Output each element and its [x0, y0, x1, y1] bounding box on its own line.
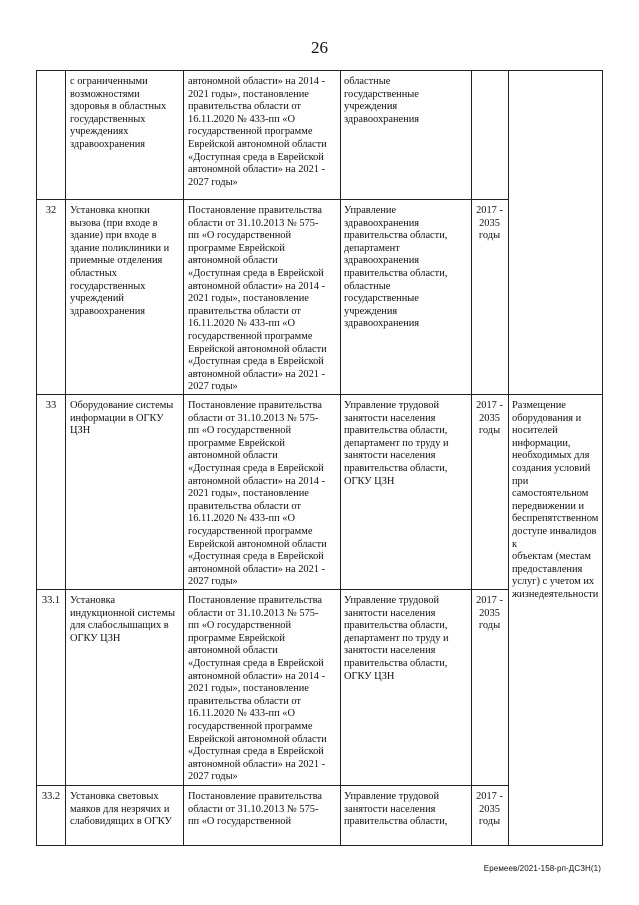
executor-cell: Управление здравоохранения правительства области, департамент здравоохранения правительства области, областные государственные учреждения здравоохранения: [344, 205, 448, 330]
document-cell: Постановление правительства области от 31.10.2013 № 575- пп «О государственной программе Еврейской автономной области «Доступная среда в Еврейской автономной области» на 2014 - 2021 годы», постановление правительства области от 16.11.2020 № 433-пп «О государственной программе Еврейской автономной области «Доступная среда в Еврейской автономной области» на 2021 - 2027 годы»: [188, 205, 327, 393]
row-number: 32: [45, 205, 57, 216]
executor-cell: Управление трудовой занятости населения правительства области,: [344, 791, 448, 828]
column-divider: [183, 71, 184, 845]
row-divider: [37, 785, 508, 786]
row-divider: [37, 199, 508, 200]
measures-table: [36, 70, 603, 846]
row-number: 33.2: [41, 791, 61, 802]
document-cell: Постановление правительства области от 31.10.2013 № 575- пп «О государственной: [188, 791, 322, 828]
column-divider: [508, 71, 509, 845]
column-divider: [65, 71, 66, 845]
document-code-footer: Еремеев/2021-158-рп-ДСЗН(1): [483, 864, 601, 873]
document-cell: Постановление правительства области от 31.10.2013 № 575- пп «О государственной программе Еврейской автономной области «Доступная среда в Еврейской автономной области» на 2014 - 2021 годы», постановление правительства области от 16.11.2020 № 433-пп «О государственной программе Еврейской автономной области «Доступная среда в Еврейской автономной области» на 2021 - 2027 годы»: [188, 595, 327, 783]
row-number: 33: [45, 400, 57, 411]
period-cell: 2017 - 2035 годы: [476, 595, 503, 632]
row-divider: [37, 589, 508, 590]
measure-cell: Оборудование системы информации в ОГКУ ЦЗН: [70, 400, 174, 437]
period-cell: 2017 - 2035 годы: [476, 205, 503, 242]
column-divider: [471, 71, 472, 845]
executor-cell: Управление трудовой занятости населения правительства области, департамент по труду и занятости населения правительства области, ОГКУ ЦЗН: [344, 400, 449, 487]
row-number: 33.1: [41, 595, 61, 606]
document-cell: автономной области» на 2014 - 2021 годы», постановление правительства области от 16.11.2020 № 433-пп «О государственной программе Еврейской автономной области «Доступная среда в Еврейской автономной области» на 2021 - 2027 годы»: [188, 76, 327, 188]
page-number: 26: [311, 38, 328, 57]
measure-cell: Установка кнопки вызова (при входе в здание) при входе в здание поликлиники и приемные отделения областных государственных учреждений здравоохранения: [70, 205, 170, 317]
executor-cell: Управление трудовой занятости населения правительства области, департамент по труду и занятости населения правительства области, ОГКУ ЦЗН: [344, 595, 449, 682]
result-cell: Размещение оборудования и носителей информации, необходимых для создания условий при самостоятельном передвижении и беспрепятственном доступе инвалидов к объектам (местам предоставления услуг) с учетом их жизнедеятельности: [512, 400, 599, 600]
period-cell: 2017 - 2035 годы: [476, 791, 503, 828]
executor-cell: областные государственные учреждения здравоохранения: [344, 76, 420, 125]
period-cell: 2017 - 2035 годы: [476, 400, 503, 437]
row-divider: [37, 394, 603, 395]
measure-cell: Установка индукционной системы для слабослышащих в ОГКУ ЦЗН: [70, 595, 175, 644]
column-divider: [340, 71, 341, 845]
measure-cell: с ограниченными возможностями здоровья в областных государственных учреждениях здравоохранения: [70, 76, 167, 150]
measure-cell: Установка световых маяков для незрячих и слабовидящих в ОГКУ: [70, 791, 172, 828]
document-cell: Постановление правительства области от 31.10.2013 № 575- пп «О государственной программе Еврейской автономной области «Доступная среда в Еврейской автономной области» на 2014 - 2021 годы», постановление правительства области от 16.11.2020 № 433-пп «О государственной программе Еврейской автономной области «Доступная среда в Еврейской автономной области» на 2021 - 2027 годы»: [188, 400, 327, 588]
